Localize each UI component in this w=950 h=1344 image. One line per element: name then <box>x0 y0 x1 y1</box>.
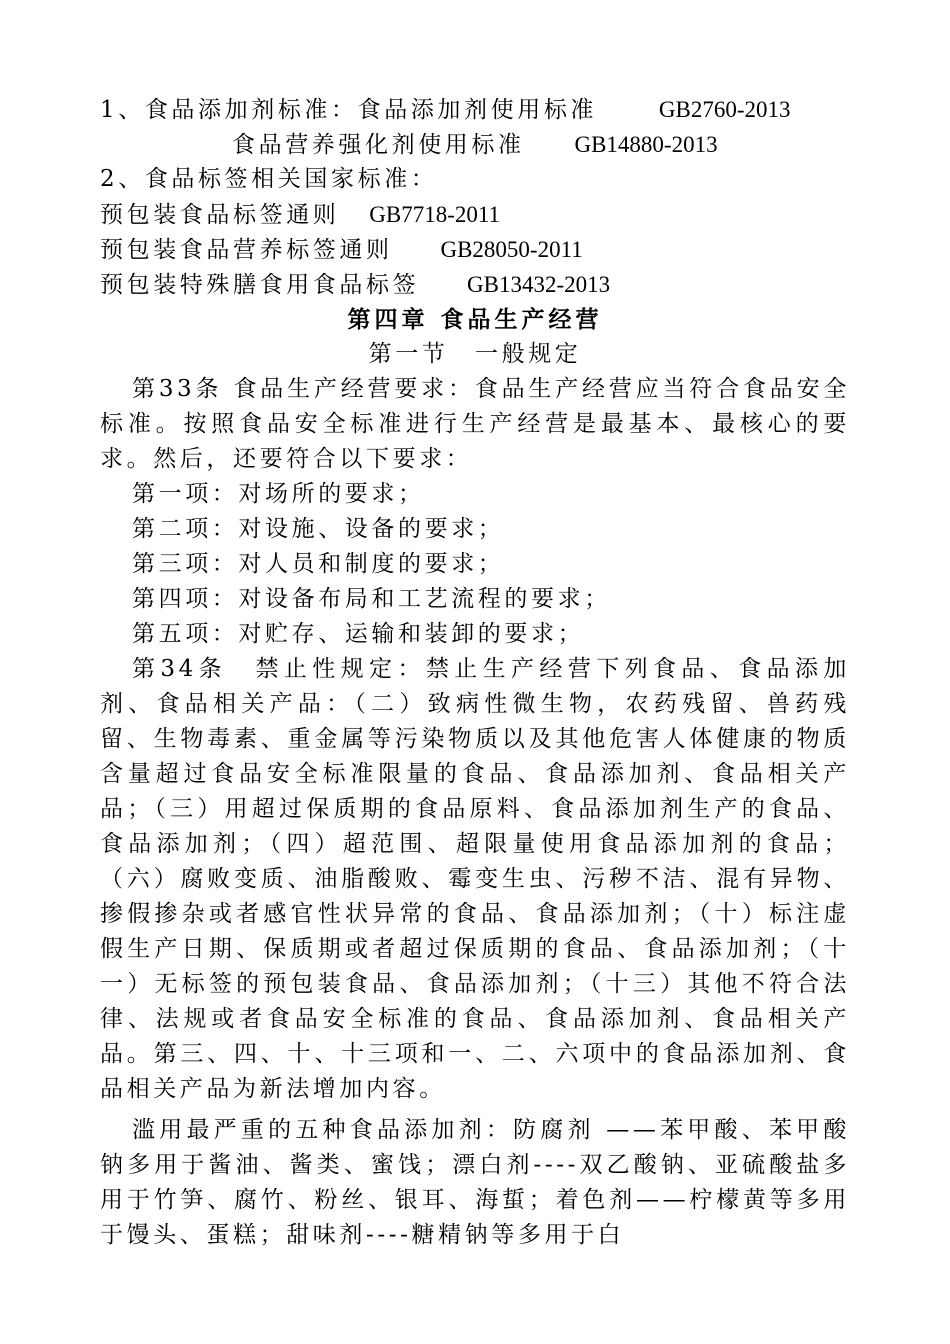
standard-item-1-code: GB2760-2013 <box>658 97 791 122</box>
label-standard-code: GB13432-2013 <box>467 272 611 297</box>
article-33-item: 第三项：对人员和制度的要求； <box>132 551 505 577</box>
chapter-title: 第四章 食品生产经营 <box>347 306 603 333</box>
article-34-paragraph: 第34条 禁止性规定：禁止生产经营下列食品、食品添加剂、食品相关产品：（二）致病性微生物，农药残留、兽药残留、生物毒素、重金属等污染物质以及其他危害人体健康的物质含量超过食品安全标准限量的食品、食品添加剂、食品相关产品；（三）用超过保质期的食品原料、食品添加剂生产的食品、食品添加剂；（四）超范围、超限量使用食品添加剂的食品；（六）腐败变质、油脂酸败、霉变生虫、污秽不洁、混有异物、掺假掺杂或者感官性状异常的食品、食品添加剂；（十）标注虚假生产日期、保质期或者超过保质期的食品、食品添加剂；（十一）无标签的预包装食品、食品添加剂；（十三）其他不符合法律、法规或者食品安全标准的食品、食品添加剂、食品相关产品。第三、四、十、十三项和一、二、六项中的食品添加剂、食品相关产品为新法增加内容。 <box>100 656 850 1102</box>
standard-item-1-sub-label: 食品营养强化剂使用标准 <box>232 132 525 158</box>
label-standard-code: GB7718-2011 <box>369 202 501 227</box>
standard-item-1 <box>100 92 850 127</box>
label-standard-row <box>100 197 850 232</box>
article-33-item: 第二项：对设施、设备的要求； <box>132 516 505 542</box>
section-title: 第一节 一般规定 <box>368 341 582 367</box>
article-33-item: 第五项：对贮存、运输和装卸的要求； <box>132 621 585 647</box>
label-standard-row <box>100 232 850 267</box>
article-33-paragraph: 第33条 食品生产经营要求：食品生产经营应当符合食品安全标准。按照食品安全标准进行生产经营是最基本、最核心的要求。然后，还要符合以下要求： <box>100 376 850 472</box>
standard-item-1-label: 1、食品添加剂标准：食品添加剂使用标准 <box>100 97 598 123</box>
standard-item-2-heading: 2、食品标签相关国家标准： <box>100 166 438 192</box>
standard-item-1-sub <box>100 127 850 162</box>
standard-item-1-sub-code: GB14880-2013 <box>574 132 718 157</box>
article-33-item: 第四项：对设备布局和工艺流程的要求； <box>132 586 611 612</box>
label-standard-row <box>100 267 850 302</box>
label-standard-code: GB28050-2011 <box>440 237 583 262</box>
label-standard-name: 预包装特殊膳食用食品标签 <box>100 272 420 298</box>
label-standard-name: 预包装食品标签通则 <box>100 202 340 228</box>
article-33-item: 第一项：对场所的要求； <box>132 481 425 507</box>
label-standard-name: 预包装食品营养标签通则 <box>100 237 393 263</box>
additive-abuse-paragraph: 滥用最严重的五种食品添加剂：防腐剂 ——苯甲酸、苯甲酸钠多用于酱油、酱类、蜜饯；漂白剂----双乙酸钠、亚硫酸盐多用于竹笋、腐竹、粉丝、银耳、海蜇；着色剂——柠檬黄等多用于馒头、蛋糕；甜味剂----糖精钠等多用于白 <box>100 1117 850 1248</box>
